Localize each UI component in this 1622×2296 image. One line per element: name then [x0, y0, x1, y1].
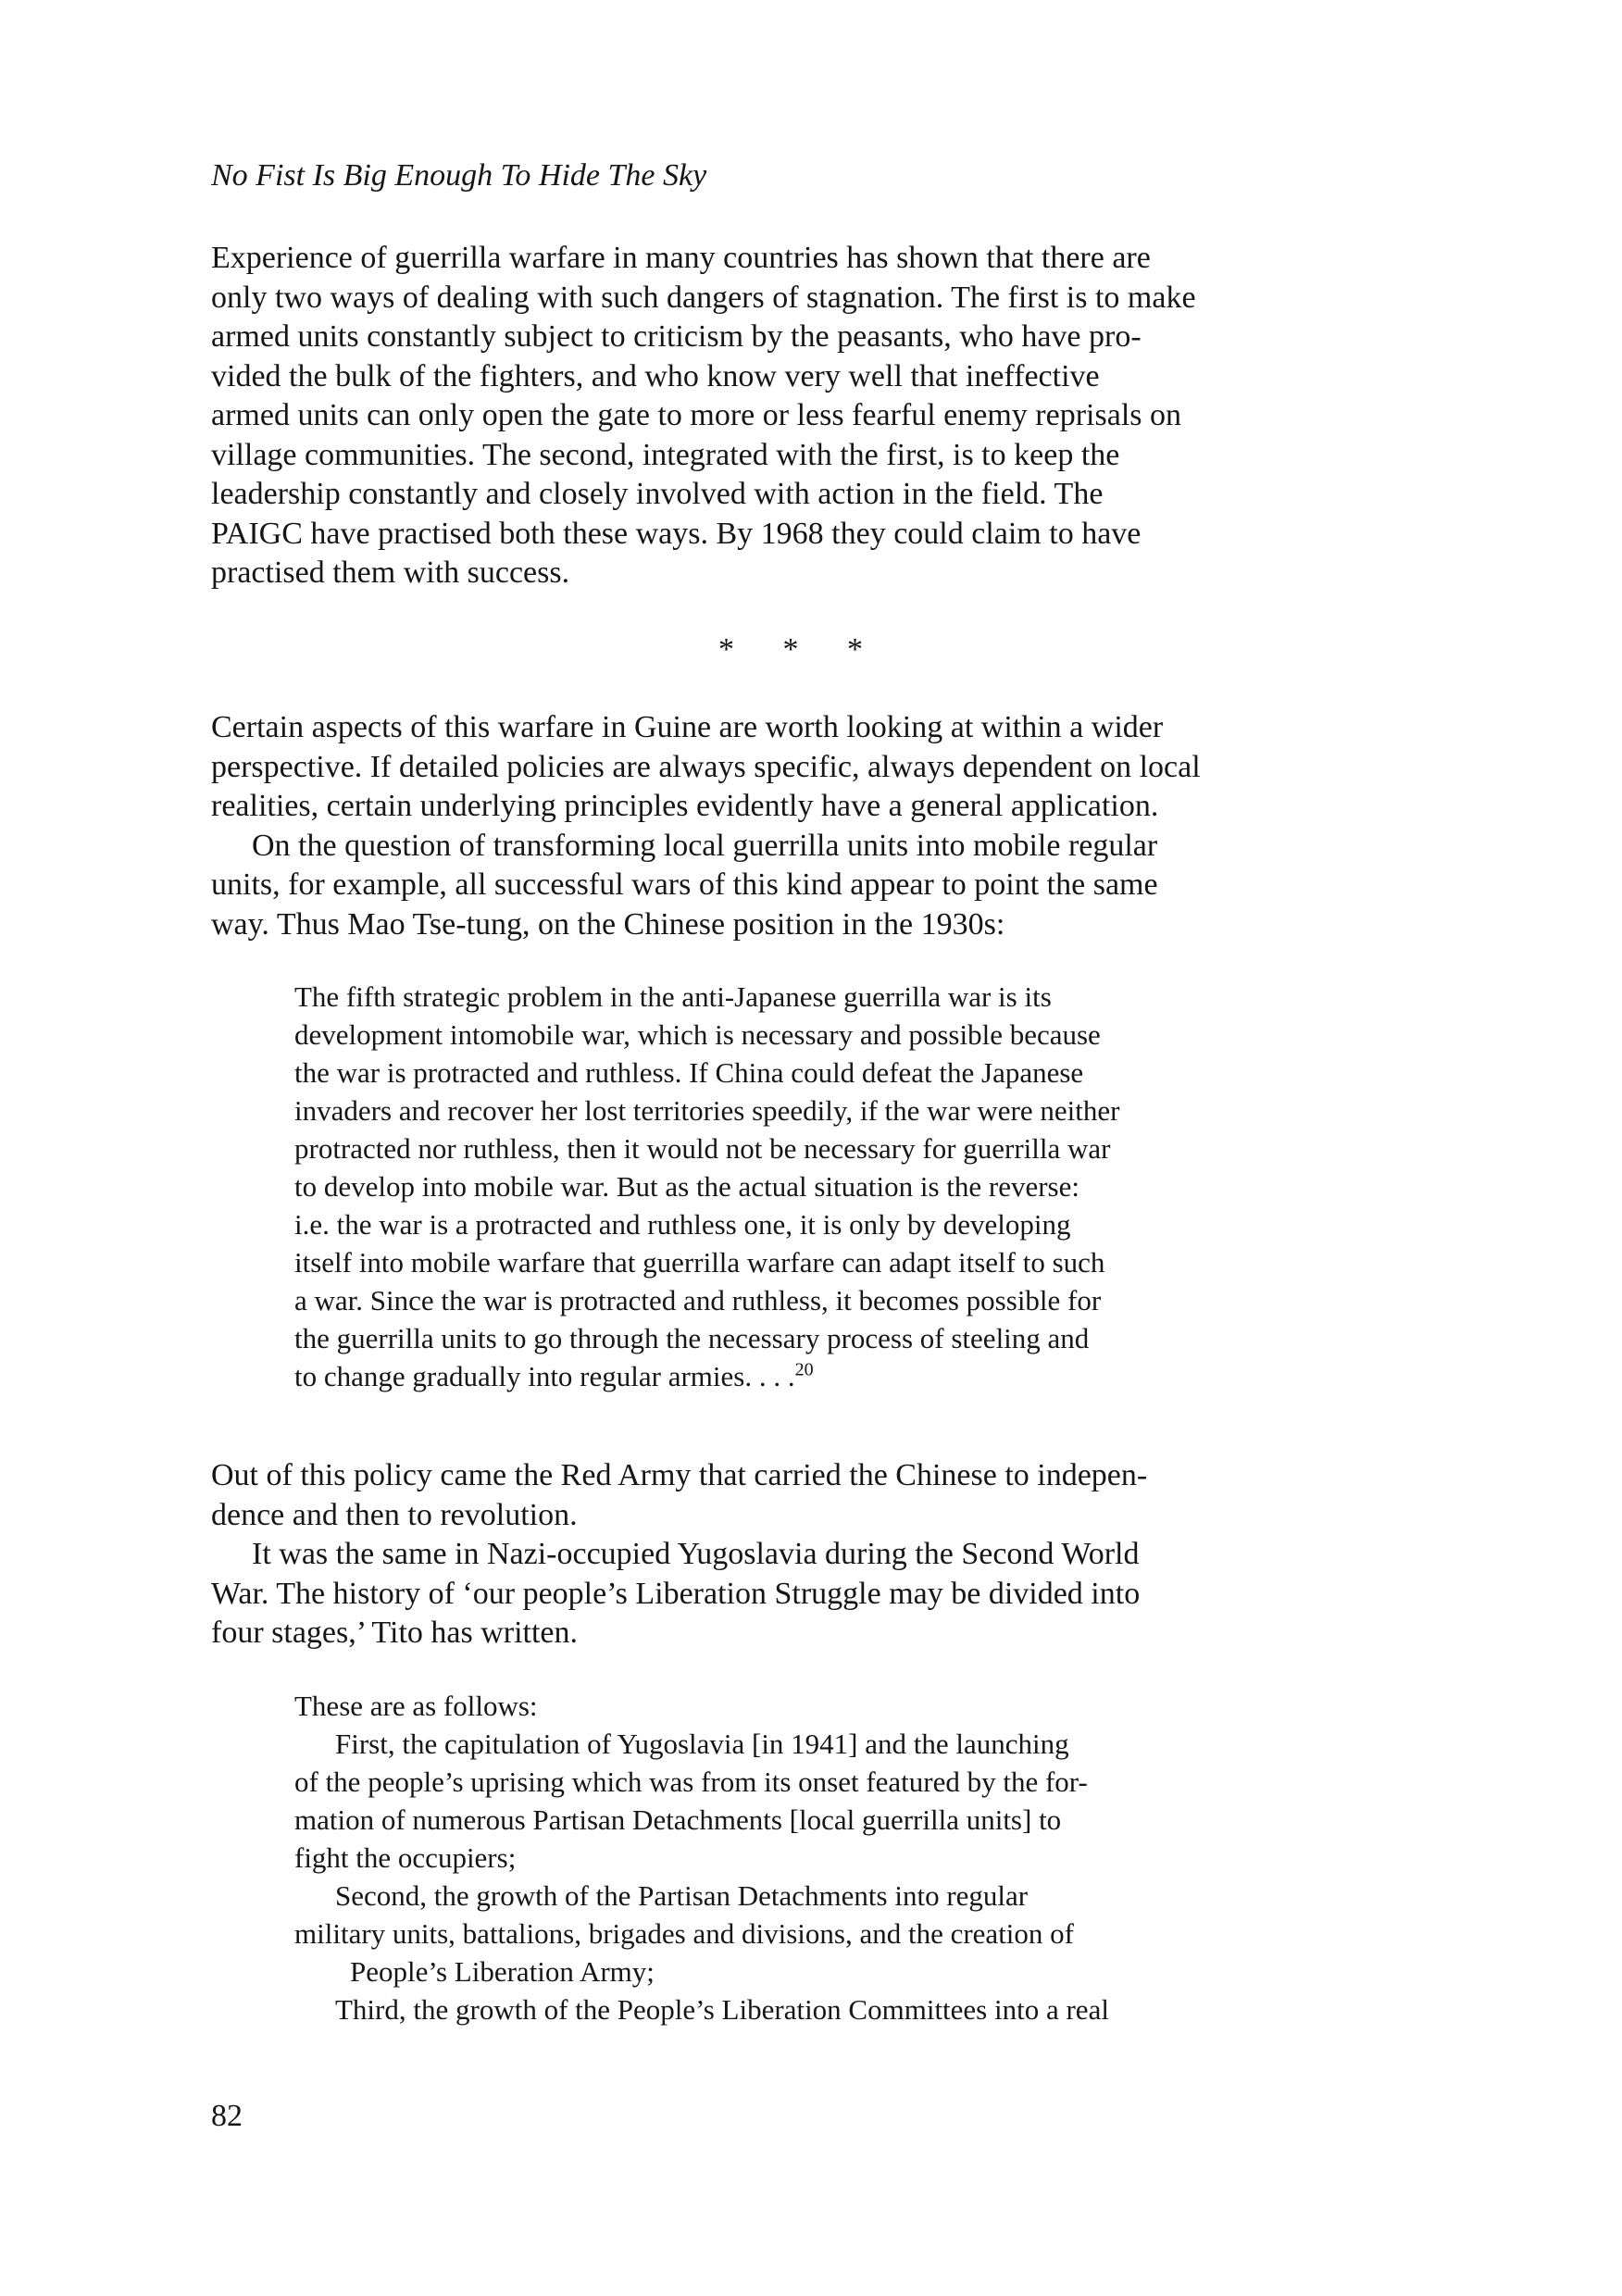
page-number: 82	[211, 2099, 243, 2133]
quote-line: of the people’s uprising which was from its onset featured by the for-	[294, 1766, 1088, 1798]
quote-line: The fifth strategic problem in the anti-Japanese guerrilla war is its	[294, 980, 1052, 1013]
quote-line: fight the occupiers;	[294, 1841, 517, 1874]
quote-line: i.e. the war is a protracted and ruthless one, it is only by developing	[294, 1208, 1071, 1241]
text-line: four stages,’ Tito has written.	[211, 1616, 579, 1650]
text-line: village communities. The second, integrated with the first, is to keep the	[211, 437, 1120, 472]
text-line: armed units can only open the gate to more or less fearful enemy reprisals on	[211, 398, 1181, 432]
quote-line: military units, battalions, brigades and divisions, and the creation of	[294, 1917, 1074, 1950]
text-line: realities, certain underlying principles evidently have a general application.	[211, 789, 1159, 823]
quote-line: First, the capitulation of Yugoslavia [in 1941] and the launching	[335, 1728, 1069, 1760]
section-separator: * * *	[718, 632, 883, 667]
quote-line: Third, the growth of the People’s Liberation Committees into a real	[335, 1993, 1109, 2026]
text-line: PAIGC have practised both these ways. By 1968 they could claim to have	[211, 516, 1142, 551]
text-line: dence and then to revolution.	[211, 1497, 578, 1532]
text-line: way. Thus Mao Tse-tung, on the Chinese position in the 1930s:	[211, 906, 1005, 942]
quote-line: to develop into mobile war. But as the actual situation is the reverse:	[294, 1170, 1079, 1203]
text-line: practised them with success.	[211, 555, 570, 590]
quote-line-last	[294, 1357, 1119, 1395]
paragraph-stagnation	[211, 239, 1196, 593]
quote-line: invaders and recover her lost territories speedily, if the war were neither	[294, 1094, 1120, 1127]
paragraph-wider-perspective	[211, 708, 1201, 944]
quote-line: development intomobile war, which is necessary and possible because	[294, 1018, 1101, 1051]
paragraph-red-army-yugoslavia	[211, 1456, 1147, 1653]
mao-quotation	[294, 978, 1119, 1395]
quote-line: protracted nor ruthless, then it would not be necessary for guerrilla war	[294, 1132, 1111, 1165]
text-line: War. The history of ‘our people’s Liberation Struggle may be divided into	[211, 1576, 1141, 1611]
quote-line: mation of numerous Partisan Detachments [local guerrilla units] to	[294, 1803, 1062, 1836]
text-line: Out of this policy came the Red Army that carried the Chinese to indepen-	[211, 1458, 1148, 1492]
quote-line: a war. Since the war is protracted and ruthless, it becomes possible for	[294, 1284, 1102, 1316]
text-line: leadership constantly and closely involved with action in the field. The	[211, 477, 1104, 511]
text-line: perspective. If detailed policies are always specific, always dependent on local	[211, 749, 1201, 784]
text-line: units, for example, all successful wars of this kind appear to point the same	[211, 867, 1158, 902]
text-line: Experience of guerrilla warfare in many countries has shown that there are	[211, 241, 1151, 275]
footnote-marker[interactable]: 20	[794, 1359, 814, 1380]
quote-text: to change gradually into regular armies. . . .	[294, 1360, 795, 1392]
quote-line: Second, the growth of the Partisan Detachments into regular	[335, 1879, 1029, 1912]
quote-line: the guerrilla units to go through the necessary process of steeling and	[294, 1322, 1090, 1354]
text-line: vided the bulk of the fighters, and who know very well that ineffective	[211, 358, 1100, 393]
tito-quotation	[294, 1687, 1109, 2028]
running-head: No Fist Is Big Enough To Hide The Sky	[211, 158, 707, 193]
text-line: armed units constantly subject to criticism by the peasants, who have pro-	[211, 319, 1142, 354]
text-line: It was the same in Nazi-occupied Yugoslavia during the Second World	[252, 1537, 1140, 1571]
quote-line: itself into mobile warfare that guerrilla warfare can adapt itself to such	[294, 1246, 1105, 1279]
quote-line: the war is protracted and ruthless. If China could defeat the Japanese	[294, 1056, 1084, 1089]
text-line: only two ways of dealing with such dangers of stagnation. The first is to make	[211, 280, 1196, 315]
quote-line: People’s Liberation Army;	[350, 1955, 655, 1988]
text-line: On the question of transforming local guerrilla units into mobile regular	[252, 828, 1158, 863]
quote-line: These are as follows:	[294, 1690, 538, 1722]
text-line: Certain aspects of this warfare in Guine are worth looking at within a wider	[211, 710, 1164, 744]
